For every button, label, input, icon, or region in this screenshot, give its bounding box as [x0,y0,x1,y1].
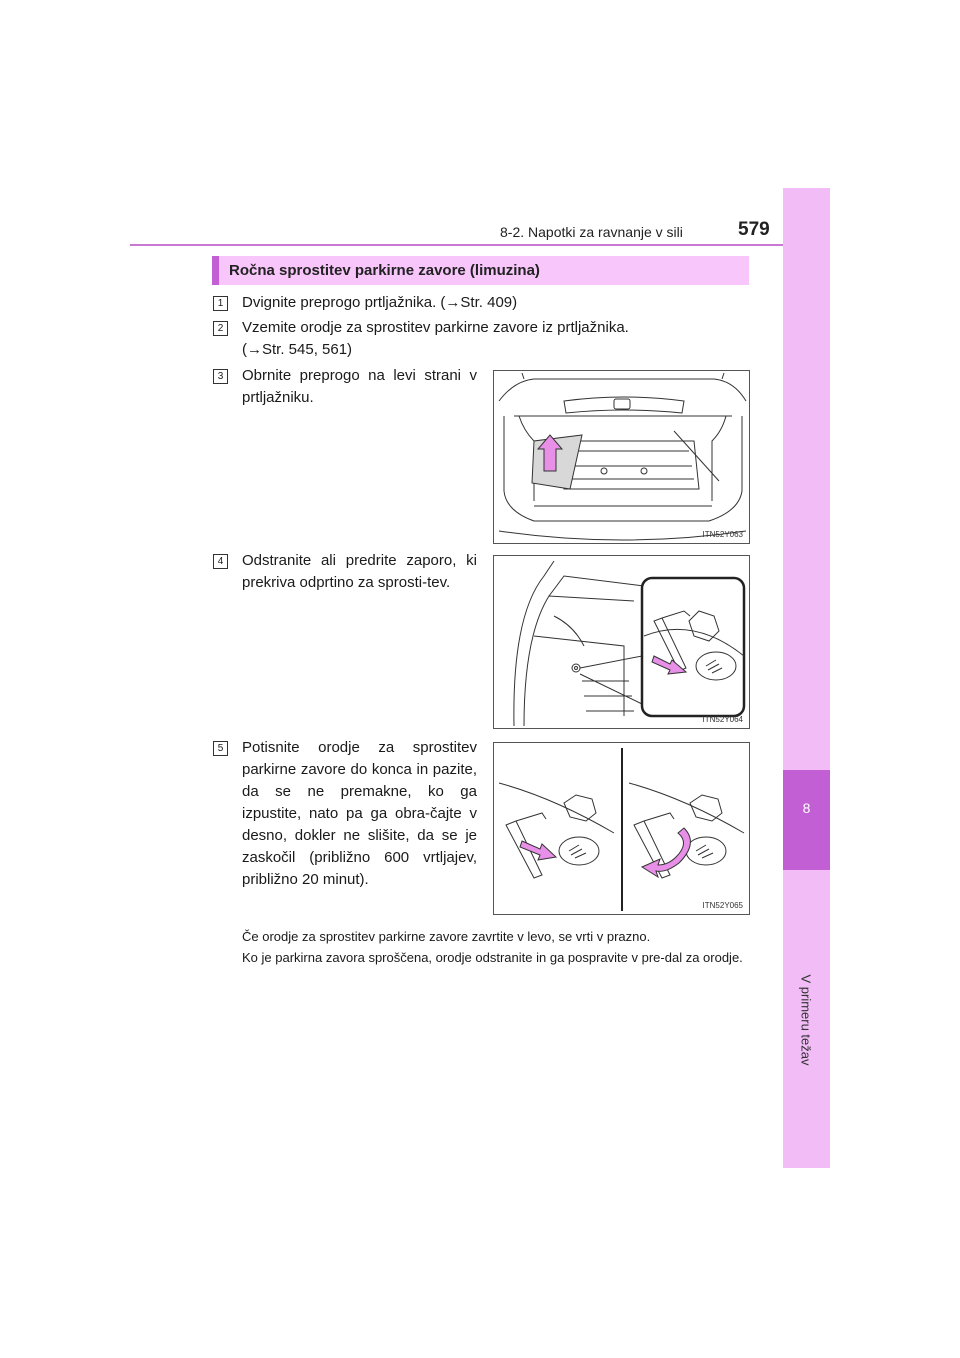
figure-code-3: ITN52Y065 [702,901,743,910]
figure-push-rotate [493,742,750,915]
step-text-1: Dvignite preprogo prtljažnika. (→Str. 409) [242,294,518,311]
step-text-2: Vzemite orodje za sprostitev parkirne zavore iz prtljažnika. [242,319,629,336]
chapter-title: V primeru težav [798,974,814,1066]
page-number: 579 [738,219,770,240]
note-1: Če orodje za sprostitev parkirne zavore zavrtite v levo, se vrti v prazno. [242,929,651,944]
step-number-1: 1 [213,296,228,311]
trunk-illustration [494,371,750,544]
step-text-3: Obrnite preprogo na levi strani v prtljažniku. [242,367,477,406]
step-text-2-ref: (→Str. 545, 561) [242,341,353,358]
step-number-5: 5 [213,741,228,756]
figure-access-cover [493,555,750,729]
cover-illustration [494,556,750,729]
push-arrow-2 [520,841,556,860]
section-title: Ročna sprostitev parkirne zavore (limuzina) [229,262,540,279]
step-number-3: 3 [213,369,228,384]
header-divider [130,244,830,246]
figure-code-2: ITN52Y064 [702,715,743,724]
step-text-5: Potisnite orodje za sprostitev parkirne zavore do konca in pazite, da se ne premakne, ko ga izpustite, nato pa ga obra-čajte v desno, dokler ne slišite, da se je zaskočil (približno 600 vrtljajev, približno 20 minut). [242,739,477,888]
header-section-title: 8-2. Napotki za ravnanje v sili [500,224,683,240]
step-text-4: Odstranite ali predrite zaporo, ki prekriva odprtino za sprosti-tev. [242,552,477,591]
section-title-bar [212,256,749,285]
figure-trunk-carpet [493,370,750,544]
rotate-illustration [494,743,750,915]
step-number-4: 4 [213,554,228,569]
chapter-number: 8 [802,800,811,816]
figure-code-1: ITN52Y063 [702,530,743,539]
rotate-arrow [642,828,690,877]
chapter-tab-marker [783,770,830,870]
note-2: Ko je parkirna zavora sproščena, orodje odstranite in ga pospravite v pre-dal za orodje. [242,950,743,965]
step-number-2: 2 [213,321,228,336]
